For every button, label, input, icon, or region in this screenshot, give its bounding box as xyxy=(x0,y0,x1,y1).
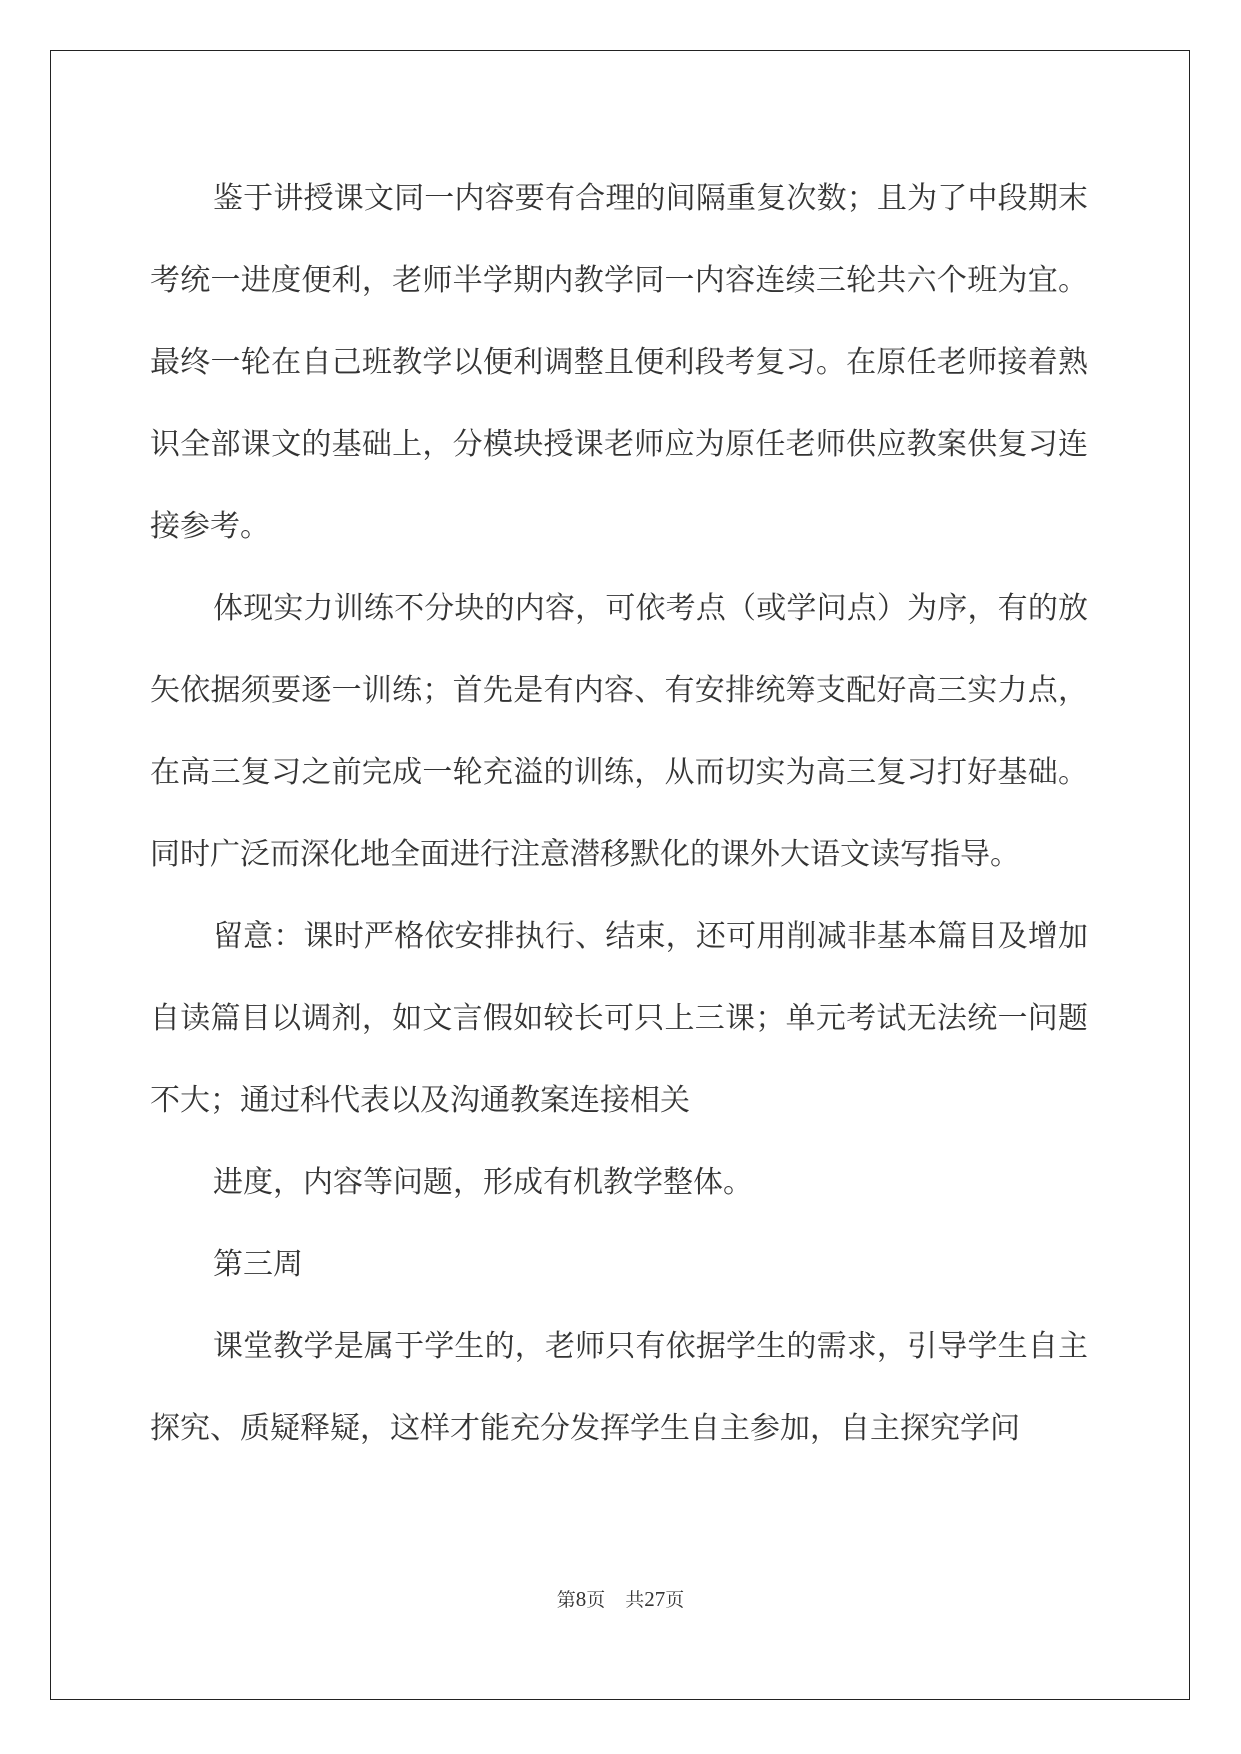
total-prefix: 共 xyxy=(625,1589,645,1611)
page-footer xyxy=(0,1585,1241,1612)
paragraph-3: 留意：课时严格依安排执行、结束，还可用削减非基本篇目及增加自读篇目以调剂，如文言假如较长可只上三课；单元考试无法统一问题不大；通过科代表以及沟通教案连接相关 xyxy=(150,919,1088,1118)
total-pages: 27 xyxy=(644,1587,666,1611)
total-suffix: 页 xyxy=(665,1589,685,1611)
paragraph-5: 课堂教学是属于学生的，老师只有依据学生的需求，引导学生自主探究、质疑释疑，这样才能充分发挥学生自主参加，自主探究学问 xyxy=(150,1329,1088,1446)
paragraph-1: 鉴于讲授课文同一内容要有合理的间隔重复次数；且为了中段期末考统一进度便利，老师半学期内教学同一内容连续三轮共六个班为宜。最终一轮在自己班教学以便利调整且便利段考复习。在原任老师接着熟识全部课文的基础上，分模块授课老师应为原任老师供应教案供复习连接参考。 xyxy=(150,181,1088,544)
page-suffix: 页 xyxy=(586,1589,606,1611)
page-number: 8 xyxy=(575,1587,587,1611)
section-heading-week-3: 第三周 xyxy=(213,1247,303,1282)
page-prefix: 第 xyxy=(556,1589,576,1611)
document-body xyxy=(150,158,1088,1470)
paragraph-2: 体现实力训练不分块的内容，可依考点（或学问点）为序，有的放矢依据须要逐一训练；首先是有内容、有安排统筹支配好高三实力点，在高三复习之前完成一轮充溢的训练，从而切实为高三复习打好基础。同时广泛而深化地全面进行注意潜移默化的课外大语文读写指导。 xyxy=(150,591,1088,872)
paragraph-4: 进度，内容等问题，形成有机教学整体。 xyxy=(213,1165,753,1200)
